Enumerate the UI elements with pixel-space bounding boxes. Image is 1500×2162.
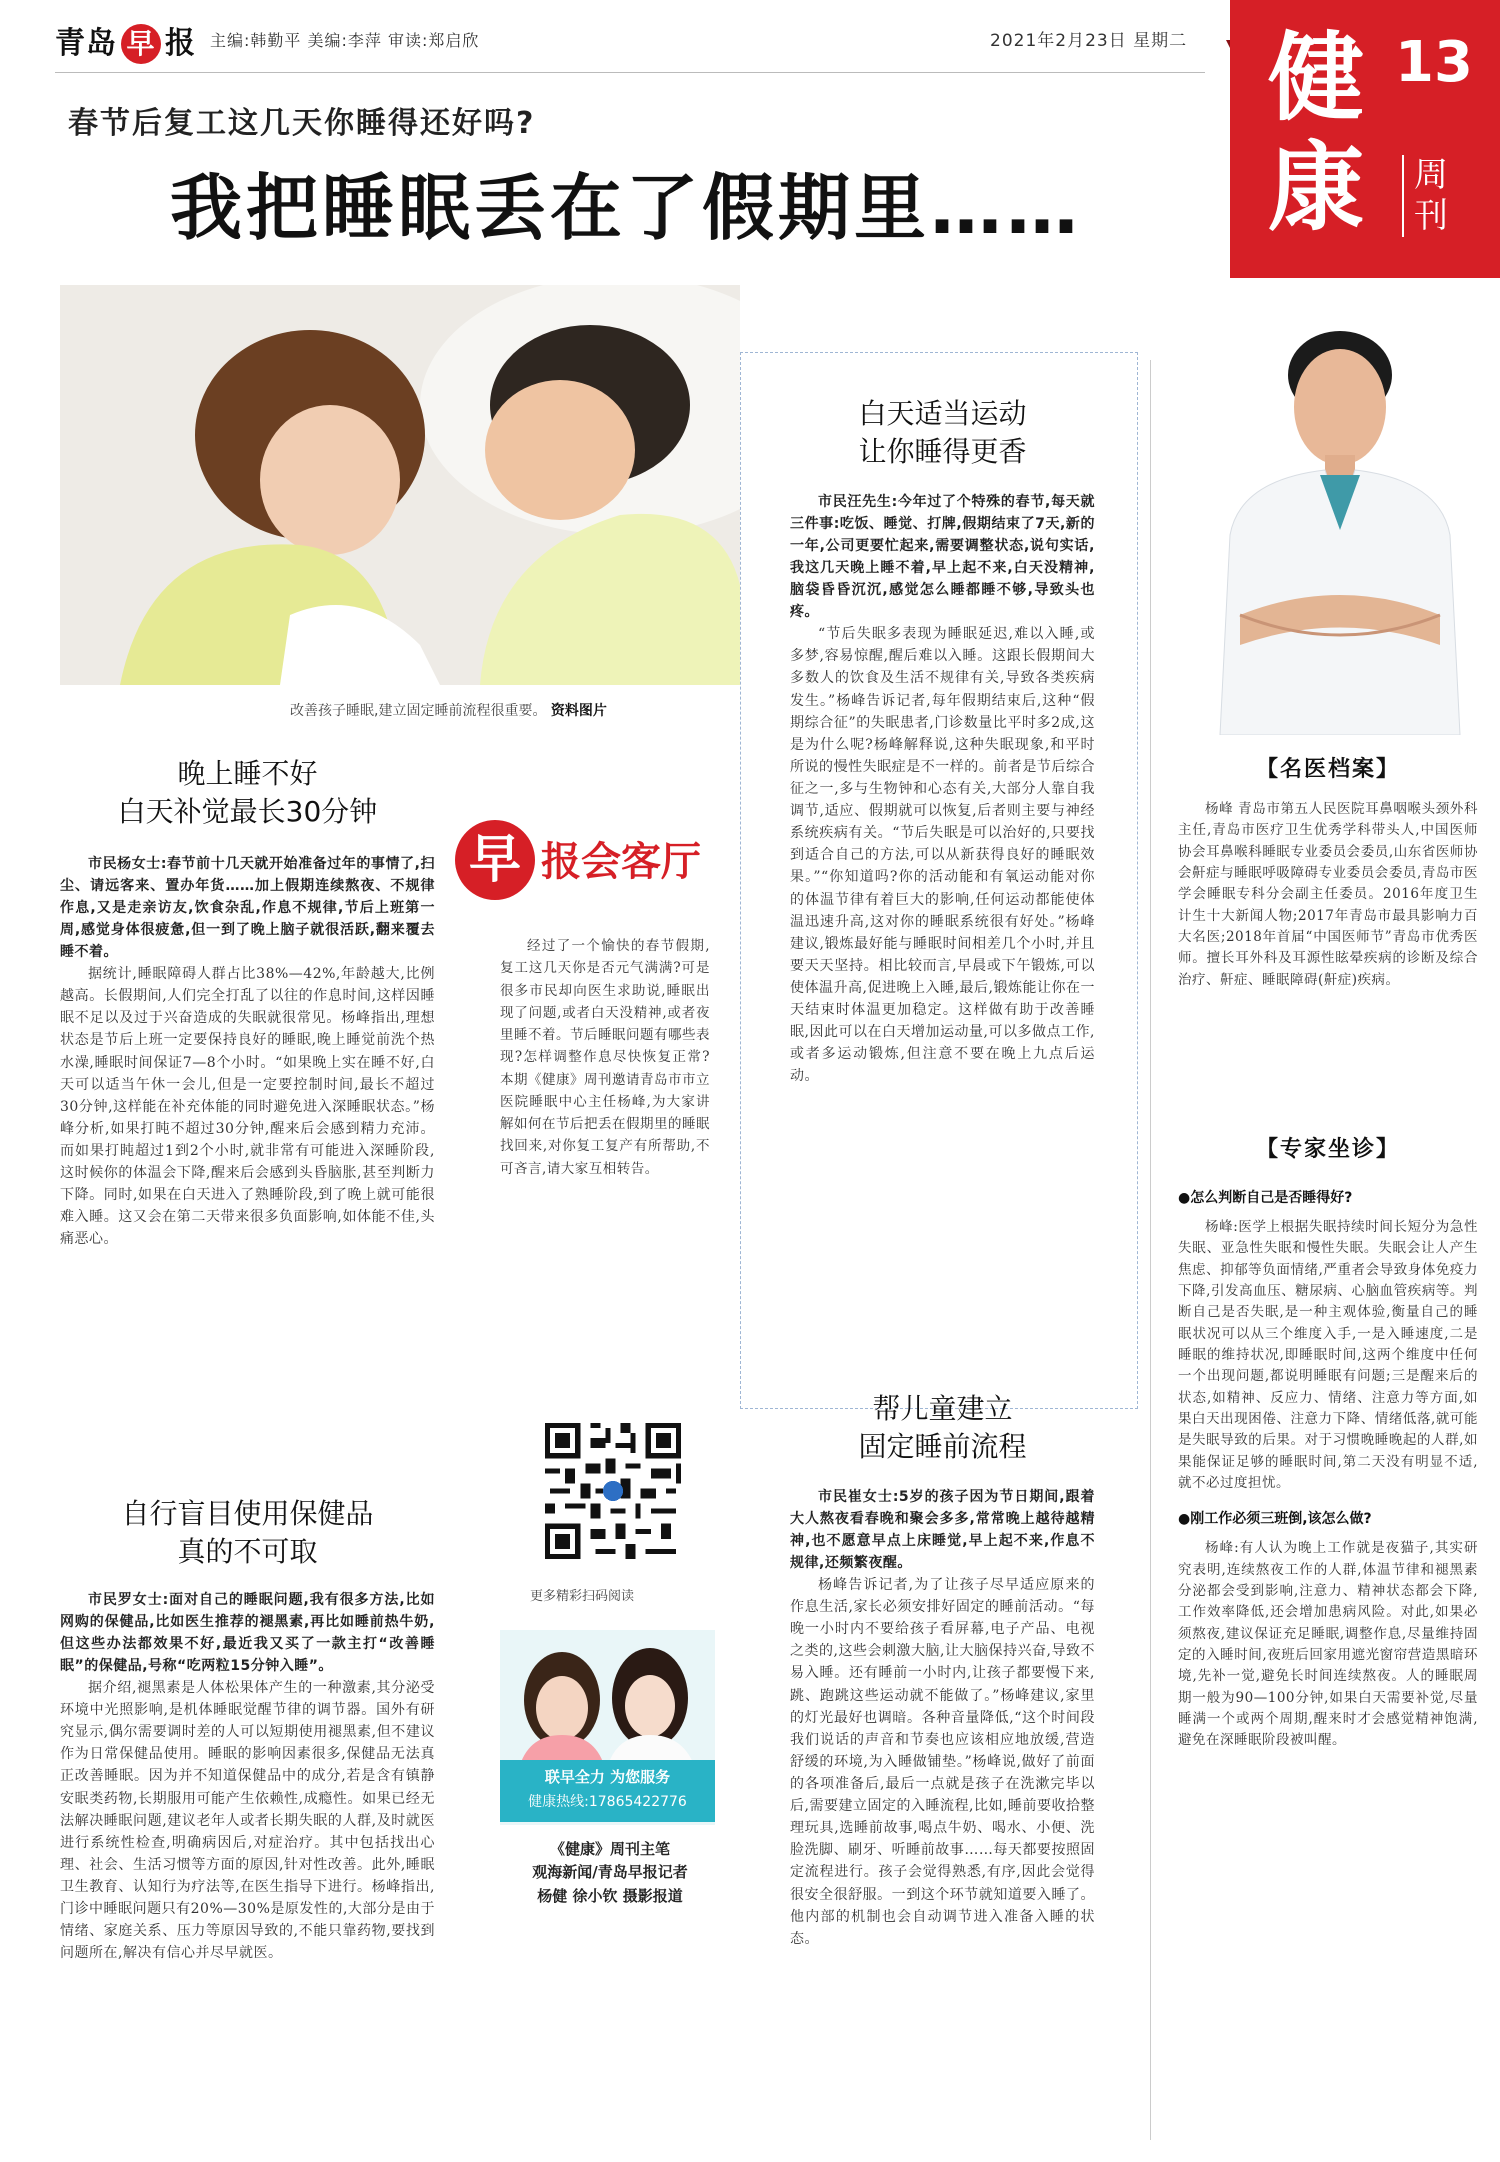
article-supplements-body: 据介绍,褪黑素是人体松果体产生的一种激素,其分泌受环境中光照影响,是机体睡眠觉醒节律的调节器。国外有研究显示,偶尔需要调时差的人可以短期使用褪黑素,但不建议作为日常保健品使用。睡眠的影响因素很多,保健品无法真正改善睡眠。因为并不知道保健品中的成分,若是含有镇静安眠类药物,长期服用可能产生依赖性,成瘾性。如果已经无法解决睡眠问题,建议老年人或者长期失眠的人群,及时就医进行系统性检查,明确病因后,对症治疗。其中包括找出心理、社会、生活习惯等方面的原因,针对性改善。此外,睡眠卫生教育、认知行为疗法等,在医生指导下进行。杨峰指出,门诊中睡眠问题只有20%—30%是原发性的,大部分是由于情绪、家庭关系、压力等原因导致的,不能只靠药物,要找到问题所在,解决有信心并尽早就医。 [60, 1680, 435, 1962]
photo-caption-text: 改善孩子睡眠,建立固定睡前流程很重要。 [290, 703, 547, 719]
masthead-divider [55, 72, 1205, 73]
article-nap [60, 755, 435, 1251]
article-nap-title-line1: 晚上睡不好 [177, 757, 318, 790]
children-sleeping-photo [60, 285, 740, 685]
expert-consult-title: 【专家坐诊】 [1255, 1137, 1400, 1162]
article-exercise-lead: 市民汪先生:今年过了个特殊的春节,每天就三件事:吃饭、睡觉、打牌,假期结束了7天,新的一年,公司更要忙起来,需要调整状态,说句实话,我这几天晚上睡不着,早上起不来,白天没精神,脑袋昏昏沉沉,感觉怎么睡都睡不够,导致头也疼。 [790, 493, 1095, 621]
logo-text-right: 报 [165, 26, 196, 61]
article-exercise-title-line1: 白天适当运动 [858, 397, 1027, 430]
article-nap-body: 据统计,睡眠障碍人群占比38%—42%,年龄越大,比例越高。长假期间,人们完全打乱了以往的作息时间,这样因睡眠不足以及过于兴奋造成的失眠就很常见。杨峰指出,理想状态是节后上班一定要保持良好的睡眠,晚上睡觉前洗个热水澡,睡眠时间保证7—8个小时。“如果晚上实在睡不好,白天可以适当午休一会儿,但是一定要控制时间,最长不超过30分钟,这样能在补充体能的同时避免进入深睡眠状态。”杨峰分析,如果打盹不超过30分钟,醒来后会感到精力充沛。而如果打盹超过1到2个小时,就非常有可能进入深睡阶段,这时候你的体温会下降,醒来后会感到头昏脑胀,甚至判断力下降。同时,如果在白天进入了熟睡阶段,到了晚上就可能很难入睡。这又会在第二天带来很多负面影响,如体能不佳,头痛恶心。 [60, 966, 435, 1248]
article-exercise-body: “节后失眠多表现为睡眠延迟,难以入睡,或多梦,容易惊醒,醒后难以入睡。这跟长假期间大多数人的饮食及生活不规律有关,导致各类疾病发生。”杨峰告诉记者,每年假期结束后,这种“假期综合征”的失眠患者,门诊数量比平时多2成,这是为什么呢?杨峰解释说,这种失眠现象,和平时所说的慢性失眠症是不一样的。前者是节后综合征之一,多与生物钟和心态有关,大部分人靠自我调节,适应、假期就可以恢复,后者则主要与神经系统疾病有关。“节后失眠是可以治好的,只要找到适合自己的方法,可以从新获得良好的睡眠效果。”“你知道吗?你的活动能和有氧运动能对你的体温节律有着巨大的影响,任何运动都能使体温迅速升高,这对你的睡眠系统很有好处。”杨峰建议,锻炼最好能与睡眠时间相差几个小时,并且要天天坚持。相比较而言,早晨或下午锻炼,可以使体温升高,促进晚上入睡,最后,锻炼能让你在一天结束时体温更加稳定。这样做有助于改善睡眠,因此可以在白天增加运动量,可以多做点工作,或者多运动锻炼,但注意不要在晚上九点后运动。 [790, 626, 1095, 1085]
logo-badge: 早 [121, 24, 161, 64]
section-name-char-1: 健 [1268, 22, 1364, 134]
main-headline: 我把睡眠丢在了假期里…… [170, 166, 1083, 250]
expert-consult [1178, 1132, 1478, 1752]
staff-credits: 主编:韩勤平 美编:李萍 审读:郑启欣 [210, 31, 480, 50]
qr-code[interactable] [540, 1418, 686, 1564]
guest-room-logo-text: 报会客厅 [541, 839, 701, 885]
weekly-label [1402, 155, 1448, 237]
guest-room-intro: 经过了一个愉快的春节假期,复工这几天你是否元气满满?可是很多市民却向医生求助说,睡眠出现了问题,或者白天没精神,或者夜里睡不着。节后睡眠问题有哪些表现?怎样调整作息尽快恢复正常?本期《健康》周刊邀请青岛市市立医院睡眠中心主任杨峰,为大家讲解如何在节后把丢在假期里的睡眠找回来,对你复工复产有所帮助,不可吝言,请大家互相转告。 [500, 938, 710, 1177]
qr-caption: 更多精彩扫码阅读 [530, 1589, 635, 1604]
kicker-headline: 春节后复工这几天你睡得还好吗? [68, 106, 536, 141]
doctor-profile [1178, 752, 1478, 991]
doctor-profile-title: 【名医档案】 [1255, 757, 1400, 782]
byline [510, 1838, 710, 1908]
article-children-lead: 市民崔女士:5岁的孩子因为节日期间,跟着大人熬夜看春晚和聚会多多,常常晚上越待越精神,也不愿意早点上床睡觉,早上起不来,作息不规律,还频繁夜醒。 [790, 1488, 1095, 1571]
qr-code-icon [540, 1418, 686, 1564]
hotline-slogan: 联早全力 为您服务 [544, 1768, 671, 1786]
hotline-band [500, 1760, 715, 1822]
page-number: 13 [1395, 30, 1473, 95]
article-supplements [60, 1495, 435, 1964]
article-children-title-line1: 帮儿童建立 [872, 1392, 1013, 1425]
article-children-title-line2: 固定睡前流程 [858, 1429, 1027, 1463]
reporters-portrait [500, 1630, 715, 1765]
photo-caption [290, 700, 607, 720]
byline-line2: 观海新闻/青岛早报记者 [532, 1863, 688, 1882]
answer-2: 杨峰:有人认为晚上工作就是夜猫子,其实研究表明,连续熬夜工作的人群,体温节律和褪黑素分泌都会受到影响,注意力、精神状态都会下降,工作效率降低,还会增加患病风险。对此,如果必须熬夜,建议保证充足睡眠,调整作息,尽量维持固定的入睡时间,夜班后回家用遮光窗帘营造黑暗环境,先补一觉,避免长时间连续熬夜。人的睡眠周期一般为90—100分钟,如果白天需要补觉,尽量睡满一个或两个周期,醒来时才会感觉精神饱满,避免在深睡眠阶段被叫醒。 [1178, 1540, 1478, 1749]
question-1: ●怎么判断自己是否睡得好? [1178, 1190, 1353, 1206]
logo-text-left: 青岛 [55, 26, 117, 61]
article-supplements-title-line1: 自行盲目使用保健品 [121, 1497, 374, 1530]
article-children-title [790, 1390, 1095, 1466]
newspaper-logo [55, 18, 196, 64]
weekly-label-2: 刊 [1414, 195, 1448, 236]
byline-line1: 《健康》周刊主笔 [549, 1840, 670, 1858]
doctor-profile-text: 杨峰 青岛市第五人民医院耳鼻咽喉头颈外科主任,青岛市医疗卫生优秀学科带头人,中国医师协会耳鼻喉科睡眠专业委员会委员,山东省医师协会鼾症与睡眠呼吸障碍专业委员会委员,青岛市医学会睡眠专科分会副主任委员。2016年度卫生计生十大新闻人物;2017年青岛市最具影响力百大名医;2018年首届“中国医师节”青岛市优秀医师。擅长耳外科及耳源性眩晕疾病的诊断及综合治疗、鼾症、睡眠障碍(鼾症)疾病。 [1178, 801, 1478, 988]
weekly-label-1: 周 [1414, 155, 1448, 195]
article-exercise-title [790, 395, 1095, 471]
article-children [790, 1390, 1095, 1950]
section-name-char-2: 康 [1268, 132, 1364, 244]
article-exercise [790, 395, 1095, 1088]
guest-room-intro-box [500, 935, 710, 1180]
hotline-card [500, 1630, 715, 1825]
article-nap-lead: 市民杨女士:春节前十几天就开始准备过年的事情了,扫尘、请远客来、置办年货……加上假期连续熬夜、不规律作息,又是走亲访友,饮食杂乱,作息不规律,节后上班第一周,感觉身体很疲惫,但一到了晚上脑子就很活跃,翻来覆去睡不着。 [60, 855, 435, 961]
byline-line3: 杨健 徐小钦 摄影报道 [537, 1886, 683, 1905]
article-exercise-title-line2: 让你睡得更香 [858, 434, 1027, 468]
article-supplements-title-line2: 真的不可取 [177, 1534, 318, 1568]
issue-date: 2021年2月23日 星期二 [990, 31, 1188, 51]
answer-1: 杨峰:医学上根据失眠持续时间长短分为急性失眠、亚急性失眠和慢性失眠。失眠会让人产生焦虑、抑郁等负面情绪,严重者会导致身体免疫力下降,引发高血压、糖尿病、心脑血管疾病等。判断自己是否失眠,是一种主观体验,衡量自己的睡眠状况可以从三个维度入手,一是入睡速度,二是睡眠的维持状况,即睡眠时间,这两个维度中任何一个出现问题,都说明睡眠有问题;三是醒来后的状态,如精神、反应力、情绪、注意力等方面,如果白天出现困倦、注意力下降、情绪低落,就可能是失眠导致的后果。对于习惯晚睡晚起的人群,如果能保证足够的睡眠时间,第二天没有明显不适,就不必过度担忧。 [1178, 1219, 1478, 1491]
article-nap-title-line2: 白天补觉最长30分钟 [117, 794, 378, 828]
article-supplements-lead: 市民罗女士:面对自己的睡眠问题,我有很多方法,比如网购的保健品,比如医生推荐的褪黑素,再比如睡前热牛奶,但这些办法都效果不好,最近我又买了一款主打“改善睡眠”的保健品,号称“吃两粒15分钟入睡”。 [60, 1591, 435, 1674]
guest-room-logo-badge: 早 [455, 820, 535, 900]
article-nap-title [60, 755, 435, 831]
article-supplements-title [60, 1495, 435, 1571]
photo-credit: 资料图片 [550, 703, 607, 719]
doctor-illustration [1200, 315, 1480, 735]
article-children-body: 杨峰告诉记者,为了让孩子尽早适应原来的作息生活,家长必须安排好固定的睡前活动。“每晚一小时内不要给孩子看屏幕,电子产品、电视之类的,这些会刺激大脑,让大脑保持兴奋,导致不易入睡。还有睡前一小时内,让孩子都要慢下来,跳、跑跳这些运动就不能做了。”杨峰建议,家里的灯光最好也调暗。各种音量降低,“这个时间段我们说话的声音和节奏也应该相应地放缓,营造舒缓的环境,为入睡做铺垫。”杨峰说,做好了前面的各项准备后,最后一点就是孩子在洗漱完毕以后,需要建立固定的入睡流程,比如,睡前要收拾整理玩具,选睡前故事,喝点牛奶、喝水、小便、洗脸洗脚、刷牙、听睡前故事……每天都要按照固定流程进行。孩子会觉得熟悉,有序,因此会觉得很安全很舒服。一到这个环节就知道要入睡了。他内部的机制也会自动调节进入准备入睡的状态。 [790, 1577, 1095, 1947]
hotline-number: 健康热线:17865422776 [528, 1794, 687, 1810]
section-badge [1230, 0, 1500, 278]
doctor-portrait [1200, 315, 1480, 735]
photo-illustration [60, 285, 740, 685]
column-divider [1150, 360, 1151, 2140]
question-2: ●刚工作必须三班倒,该怎么做? [1178, 1511, 1372, 1528]
